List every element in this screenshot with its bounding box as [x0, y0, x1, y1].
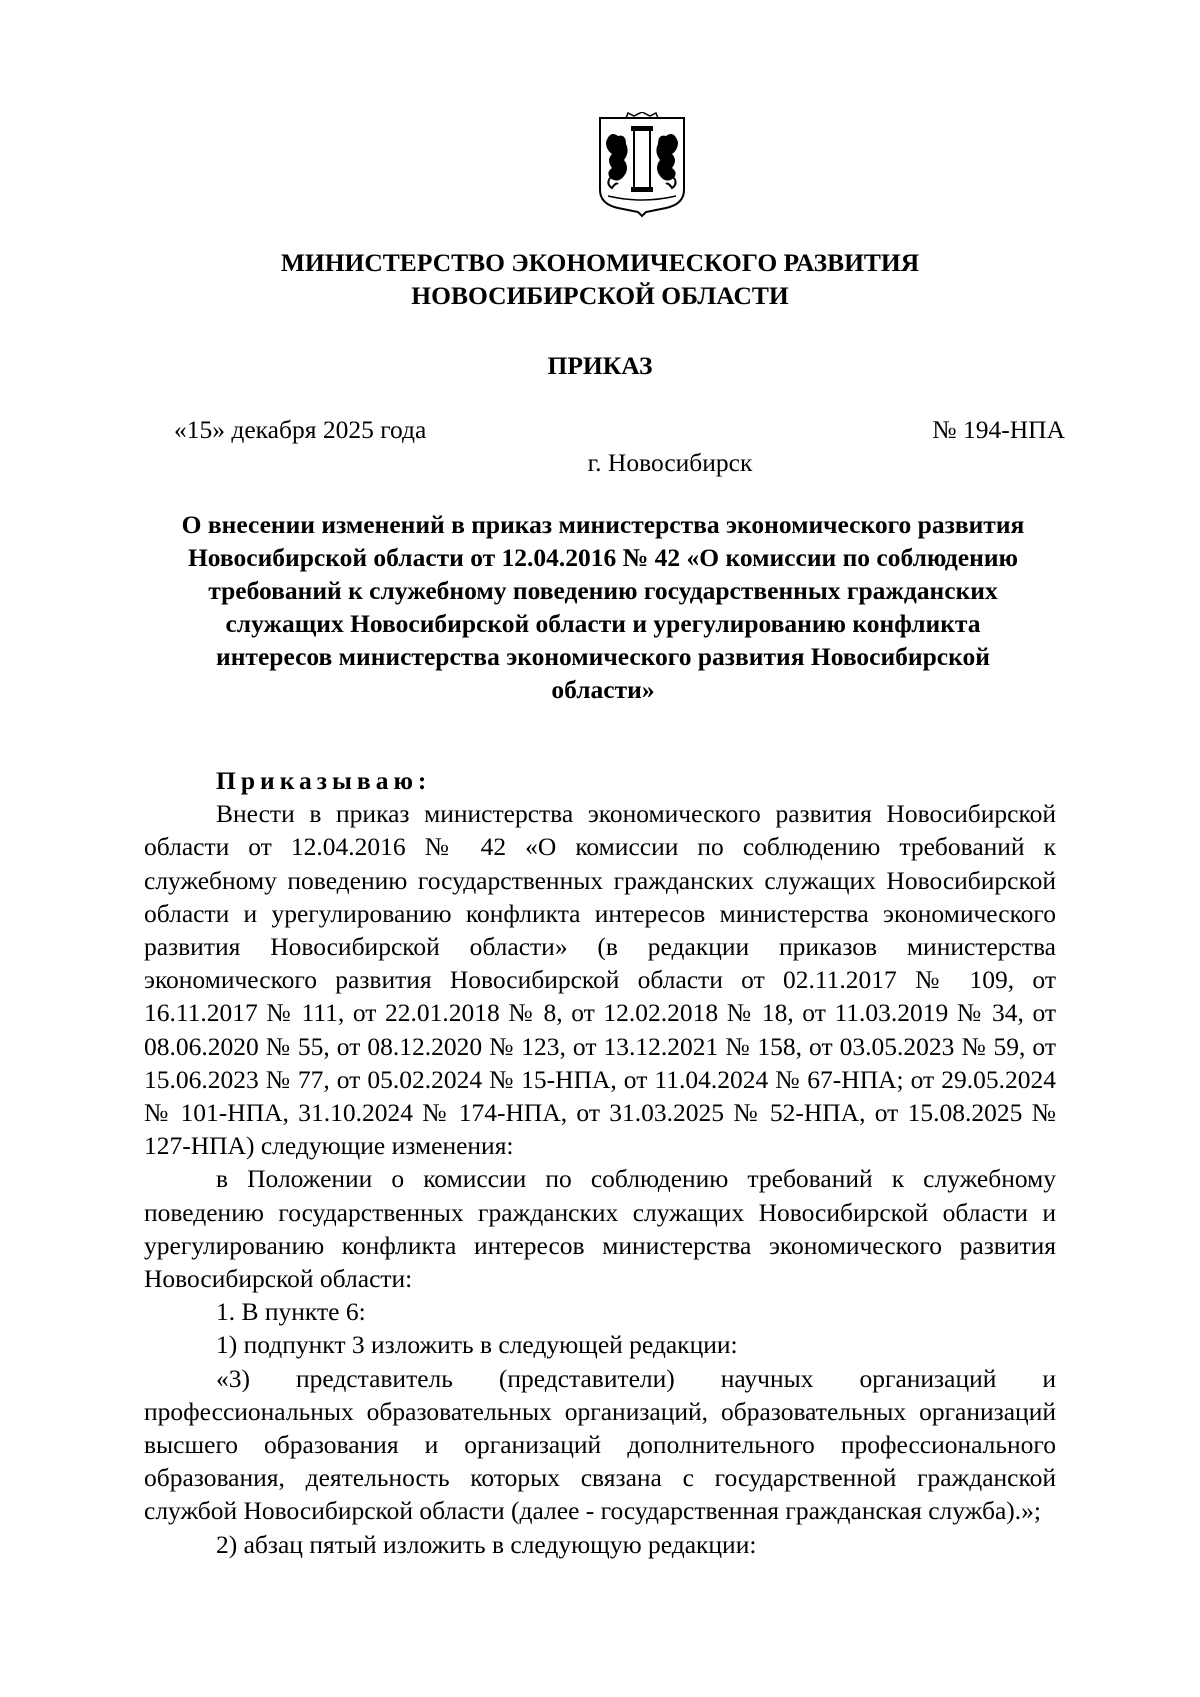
- order-body: [144, 764, 1056, 1561]
- order-number: № 194-НПА: [932, 415, 1065, 444]
- document-type-title: ПРИКАЗ: [547, 351, 653, 380]
- coat-of-arms-icon: [596, 112, 688, 218]
- paragraph-subpoint-2: 2) абзац пятый изложить в следующую редакции:: [216, 1529, 757, 1559]
- order-city: г. Новосибирск: [587, 448, 753, 477]
- paragraph-amendment-intro: Внести в приказ министерства экономического развития Новосибирской области от 12.04.2016 № 42 «О комиссии по соблюдению требований к служебному поведению государственных гражданских служащих Новосибирской области и урегулированию конфликта интересов министерства экономического развития Новосибирской области» (в редакции приказов министерства экономического развития Новосибирской области от 02.11.2017 № 109, от 16.11.2017 № 111, от 22.01.2018 № 8, от 12.02.2018 № 18, от 11.03.2019 № 34, от 08.06.2020 № 55, от 08.12.2020 № 123, от 13.12.2021 № 158, от 03.05.2023 № 59, от 15.06.2023 № 77, от 05.02.2024 № 15-НПА, от 11.04.2024 № 67-НПА; от 29.05.2024 № 101-НПА, 31.10.2024 № 174-НПА, от 31.03.2025 № 52-НПА, от 15.08.2025 № 127-НПА) следующие изменения:: [144, 799, 1056, 1161]
- order-subject: О внесении изменений в приказ министерства экономического развития Новосибирской области от 12.04.2016 № 42 «О комиссии по соблюдению требований к служебному поведению государственных гражданских служащих Новосибирской области и урегулированию конфликта интересов министерства экономического развития Новосибирской области»: [181, 510, 1025, 704]
- ministry-name-line2: НОВОСИБИРСКОЙ ОБЛАСТИ: [411, 281, 789, 310]
- order-directive-heading: Приказываю:: [216, 766, 432, 795]
- paragraph-point-6: 1. В пункте 6:: [216, 1297, 366, 1327]
- ministry-name: [0, 246, 1200, 312]
- ministry-name-line1: МИНИСТЕРСТВО ЭКОНОМИЧЕСКОГО РАЗВИТИЯ: [280, 248, 920, 277]
- paragraph-subpoint-3-text: «3) представитель (представители) научных организаций и профессиональных образовательных организаций, образовательных организаций высшего образования и организаций дополнительного профессионального образования, деятельность которых связана с государственной гражданской службой Новосибирской области (далее - государственная гражданская служба).»;: [144, 1363, 1056, 1526]
- paragraph-subpoint-1: 1) подпункт 3 изложить в следующей редакции:: [216, 1330, 738, 1360]
- order-date: «15» декабря 2025 года: [174, 415, 427, 444]
- paragraph-regulation: в Положении о комиссии по соблюдению требований к служебному поведению государственных гражданских служащих Новосибирской области и урегулированию конфликта интересов министерства экономического развития Новосибирской области:: [144, 1164, 1056, 1294]
